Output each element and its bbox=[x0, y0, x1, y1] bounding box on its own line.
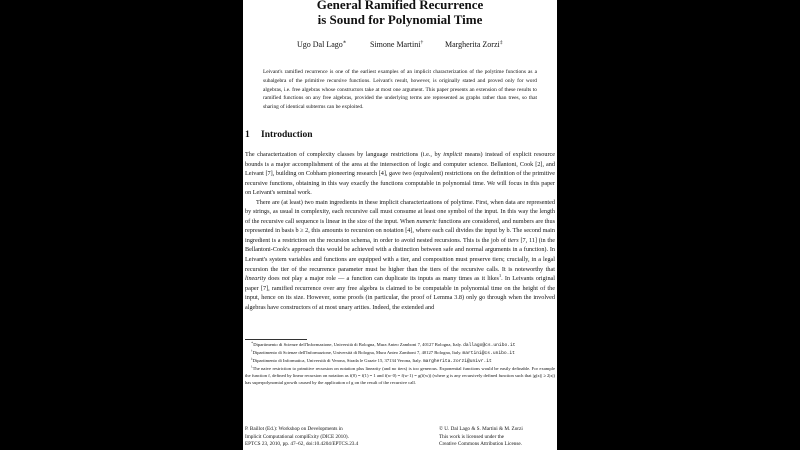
p2-text-d: does bbox=[265, 275, 282, 283]
abstract: Leivant's ramified recurrence is one of the earliest examples of an implicit characterization of the polytime functions as a subalgebra of the primitive recursive functions. Leivant's result, however, is originally stated and proved only for word algebras, i.e. free algebras whose constructors take at most one argument. This paper presents an extension of these results to ramified functions on any free algebras, provided the underlying terms are represented as graphs rather than trees, so that sharing of identical subterms can be exploited. bbox=[263, 69, 537, 111]
footnote-1-text: Dipartimento di Scienze dell'Informazione, Università di Bologna, Mura Anteo Zamboni 7, 40127 Bologna, Italy. bbox=[253, 342, 462, 347]
author-1 bbox=[297, 40, 347, 50]
p2-emphasis-1: numeric bbox=[416, 217, 437, 225]
p2-emphasis-3: linearity bbox=[245, 275, 266, 283]
footnote-3-mark: ‡ bbox=[251, 356, 253, 361]
p2-text-f: . In Leivants original paper [7], ramified recurrence over any free algebra is claimed to be computable in polynomial time on the height of the input, hence on its size. However, some proofs (in particular, the proof of Lemma 3.8) only go through when the involved algebras have constructors of at most unary arities. Indeed, the extended and bbox=[245, 275, 556, 311]
author-2-mark: † bbox=[420, 39, 424, 46]
footnote-2-email: martini@cs.unibo.it bbox=[462, 351, 515, 357]
author-1-name: Ugo Dal Lago bbox=[297, 40, 343, 49]
footnote-4-mark: 1 bbox=[251, 364, 253, 369]
p1-emphasis: implicit bbox=[443, 151, 463, 158]
author-3-name: Margherita Zorzi bbox=[445, 40, 500, 49]
license-line-3: Creative Commons Attribution License. bbox=[439, 441, 522, 448]
paragraph-2 bbox=[245, 198, 555, 313]
footnote-1 bbox=[245, 341, 555, 349]
p2-emphasis-4: not bbox=[281, 275, 290, 283]
section-heading bbox=[245, 129, 313, 141]
publication-line-3: EPTCS 23, 2010, pp. 47–62, doi:10.4204/EPTCS.23.4 bbox=[245, 441, 359, 448]
footnote-4 bbox=[245, 365, 555, 386]
author-3-mark: ‡ bbox=[499, 39, 503, 46]
paragraph-1 bbox=[245, 150, 555, 198]
p2-text-e: play a major role — a function can duplicate its inputs as many times as it likes bbox=[289, 275, 499, 283]
paper-title-line-1: General Ramified Recurrence bbox=[316, 0, 484, 12]
p2-emphasis-2: tiers bbox=[507, 236, 519, 244]
section-title: Introduction bbox=[261, 130, 313, 140]
p2-text-c: [7, 11] (in the Bellantoni-Cook's approach this would be achieved with a distinction between safe and normal arguments in a function). In Leivant's system variables and functions are equipped with a tier, and composition must preserve tiers; crucially, in a legal recursion the tier of the recurrence parameter must be higher than the tiers of the recursive calls. It is noteworthy that bbox=[245, 236, 555, 273]
footnote-3 bbox=[245, 357, 555, 365]
license-line-1: © U. Dal Lago & S. Martini & M. Zorzi bbox=[439, 426, 523, 432]
footnote-1-email: dallago@cs.unibo.it bbox=[463, 343, 516, 348]
paper-page bbox=[243, 0, 557, 450]
footnote-rule bbox=[245, 339, 307, 340]
license-line-2: This work is licensed under the bbox=[439, 433, 504, 440]
author-2-name: Simone Martini bbox=[370, 40, 421, 49]
footnote-2-text: Dipartimento di Scienze dell'Informazione, Università di Bologna, Mura Anteo Zamboni 7, 40127 Bologna, Italy. bbox=[252, 350, 462, 356]
footnote-2-mark: † bbox=[251, 348, 253, 353]
footnotes bbox=[245, 341, 555, 387]
p1-text-a: The characterization of complexity classes by language restrictions (i.e., by bbox=[245, 151, 444, 158]
author-1-mark: ∗ bbox=[342, 39, 347, 46]
p2-text-a: There are (at least) two main ingredients in these implicit characterizations of polytime. First, when data are represented by strings, as usual in complexity, each recursive call must consume at least one symbol of the input. In this way the length of the recursive call sequence is linear in the size of the input. When bbox=[245, 198, 555, 225]
footnote-2 bbox=[245, 349, 555, 357]
author-2 bbox=[370, 40, 423, 50]
footnote-3-text: Dipartimento di Informatica, Università di Verona, Strada le Grazie 15, 37134 Verona, Italy. bbox=[252, 358, 422, 364]
footnote-4-text: The naive restriction to primitive recursion on notation plus linearity (and no tiers) is too generous. Exponential functions would be easily definable. For example the function f, defined by linear recursion on notation as f(0) = f(1) = 1 and f(w·0) = f(w·1) = g(f(w)) (where g is any recursively defined function such that |g(x)| ≥ 2|x|) has superpolynomial growth caused by the application of g on the result of the recursive call. bbox=[245, 366, 555, 386]
publication-info bbox=[245, 426, 415, 449]
publication-line-2: Implicit Computational complExity (DICE 2010). bbox=[245, 433, 349, 440]
footnote-3-email: margherita.zorzi@univr.it bbox=[422, 359, 492, 365]
p1-text-b: means) instead of explicit resource bounds is a major accomplishment of the area at the intersection of logic and computer science. Bellantoni, Cook [2], and Leivant [7], building on Cobham pioneering research [4], gave two (equivalent) restrictions on the definition of the primitive recursive functions, obtaining in this way exactly the functions computable in polynomial time. We will focus in this paper on Leivant's seminal work. bbox=[245, 151, 556, 197]
author-3 bbox=[445, 40, 503, 50]
section-number: 1 bbox=[245, 130, 250, 140]
p2-text-b: functions are considered, and numbers are thus represented in basis b ≥ 2, this amounts to recursion on notation [4], where each call divides the input by b. The second main ingredient is a restriction on the recursion schema, in order to avoid nested recursions. This is the job of bbox=[245, 217, 555, 244]
footnote-ref-1: 1 bbox=[498, 273, 502, 279]
footnote-1-mark: ∗ bbox=[251, 340, 254, 345]
license-info bbox=[439, 426, 557, 449]
body-text bbox=[245, 150, 555, 312]
paper-title-line-2: is Sound for Polynomial Time bbox=[317, 12, 483, 27]
publication-line-1: P. Baillot (Ed.): Workshop on Developments in bbox=[245, 426, 343, 432]
